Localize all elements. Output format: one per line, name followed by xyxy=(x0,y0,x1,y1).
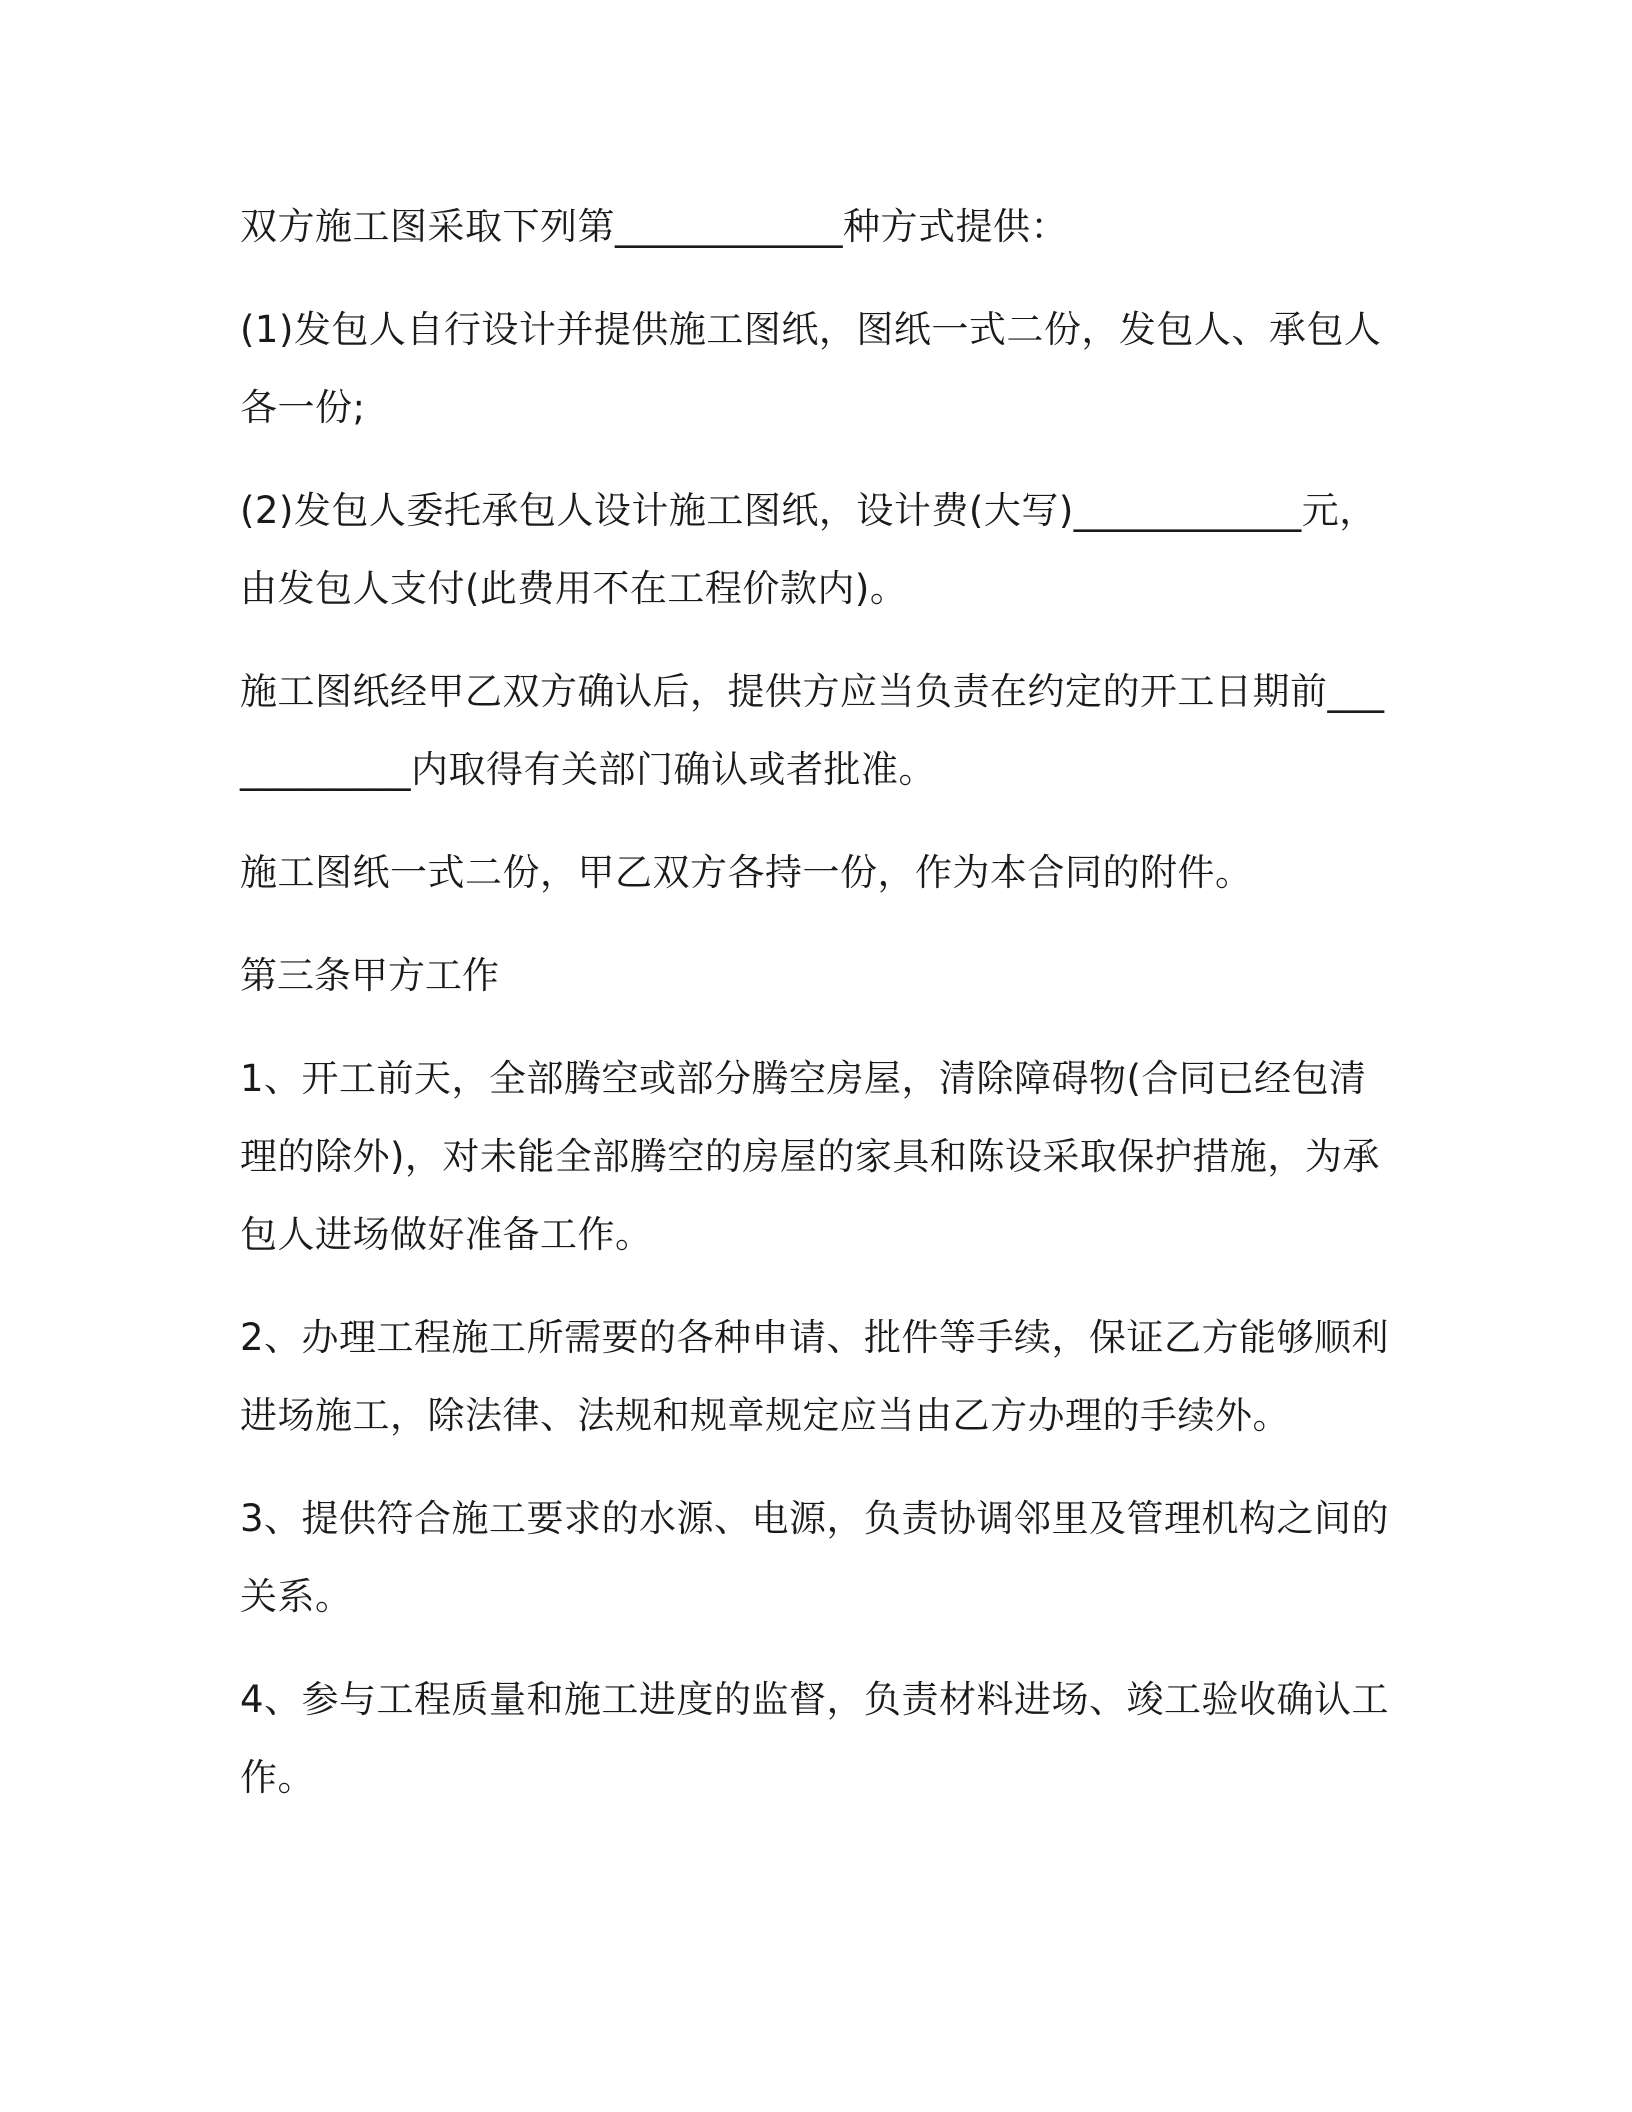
section-heading-article-3: 第三条甲方工作 xyxy=(240,954,499,997)
paragraph-confirmation: 施工图纸经甲乙双方确认后，提供方应当负责在约定的开工日期前____________内取得有关部门确认或者批准。 xyxy=(240,670,1385,791)
paragraph-option-1: (1)发包人自行设计并提供施工图纸，图纸一式二份，发包人、承包人各一份; xyxy=(240,308,1382,429)
list-item-4: 4、参与工程质量和施工进度的监督，负责材料进场、竣工验收确认工作。 xyxy=(240,1678,1390,1799)
document-body xyxy=(240,188,1390,1842)
paragraph-option-2: (2)发包人委托承包人设计施工图纸，设计费(大写)____________元，由发包人支付(此费用不在工程价款内)。 xyxy=(240,489,1377,610)
paragraph-copies: 施工图纸一式二份，甲乙双方各持一份，作为本合同的附件。 xyxy=(240,851,1253,894)
list-item-2: 2、办理工程施工所需要的各种申请、批件等手续，保证乙方能够顺利进场施工，除法律、法规和规章规定应当由乙方办理的手续外。 xyxy=(240,1316,1390,1437)
paragraph-drawing-method: 双方施工图采取下列第____________种方式提供： xyxy=(240,205,1068,248)
list-item-1: 1、开工前天，全部腾空或部分腾空房屋，清除障碍物(合同已经包清理的除外)，对未能全部腾空的房屋的家具和陈设采取保护措施，为承包人进场做好准备工作。 xyxy=(240,1057,1380,1256)
list-item-3: 3、提供符合施工要求的水源、电源，负责协调邻里及管理机构之间的关系。 xyxy=(240,1497,1390,1618)
